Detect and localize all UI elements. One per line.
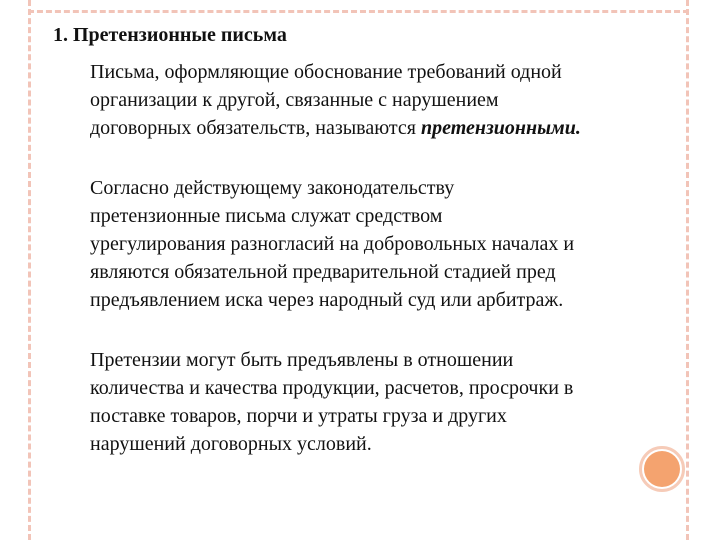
paragraph-line: поставке товаров, порчи и утраты груза и других xyxy=(90,405,507,427)
emphasized-term: претензионными. xyxy=(420,117,581,139)
paragraph-line: Письма, оформляющие обоснование требований одной xyxy=(90,61,562,83)
paragraph-legislation xyxy=(90,174,690,314)
paragraph-line: претензионные письма служат средством xyxy=(90,205,443,227)
decorative-circle-icon xyxy=(644,451,680,487)
paragraph-line xyxy=(90,114,690,142)
paragraph-line-text: договорных обязательств, называются xyxy=(90,117,421,139)
paragraph-line: являются обязательной предварительной стадией пред xyxy=(90,261,556,283)
frame-left-border xyxy=(28,0,31,540)
paragraph-line: количества и качества продукции, расчетов, просрочки в xyxy=(90,377,574,399)
frame-top-border xyxy=(28,10,689,13)
paragraph-line: урегулирования разногласий на добровольных началах и xyxy=(90,233,575,255)
paragraph-line: нарушений договорных условий. xyxy=(90,433,372,455)
paragraph-line: Согласно действующему законодательству xyxy=(90,177,455,199)
slide-heading: 1. Претензионные письма xyxy=(53,24,287,46)
paragraph-line: организации к другой, связанные с нарушением xyxy=(90,89,499,111)
paragraph-claims xyxy=(90,346,690,458)
paragraph-line: предъявлением иска через народный суд или арбитраж. xyxy=(90,289,564,311)
paragraph-definition xyxy=(90,58,690,142)
paragraph-line: Претензии могут быть предъявлены в отношении xyxy=(90,349,514,371)
